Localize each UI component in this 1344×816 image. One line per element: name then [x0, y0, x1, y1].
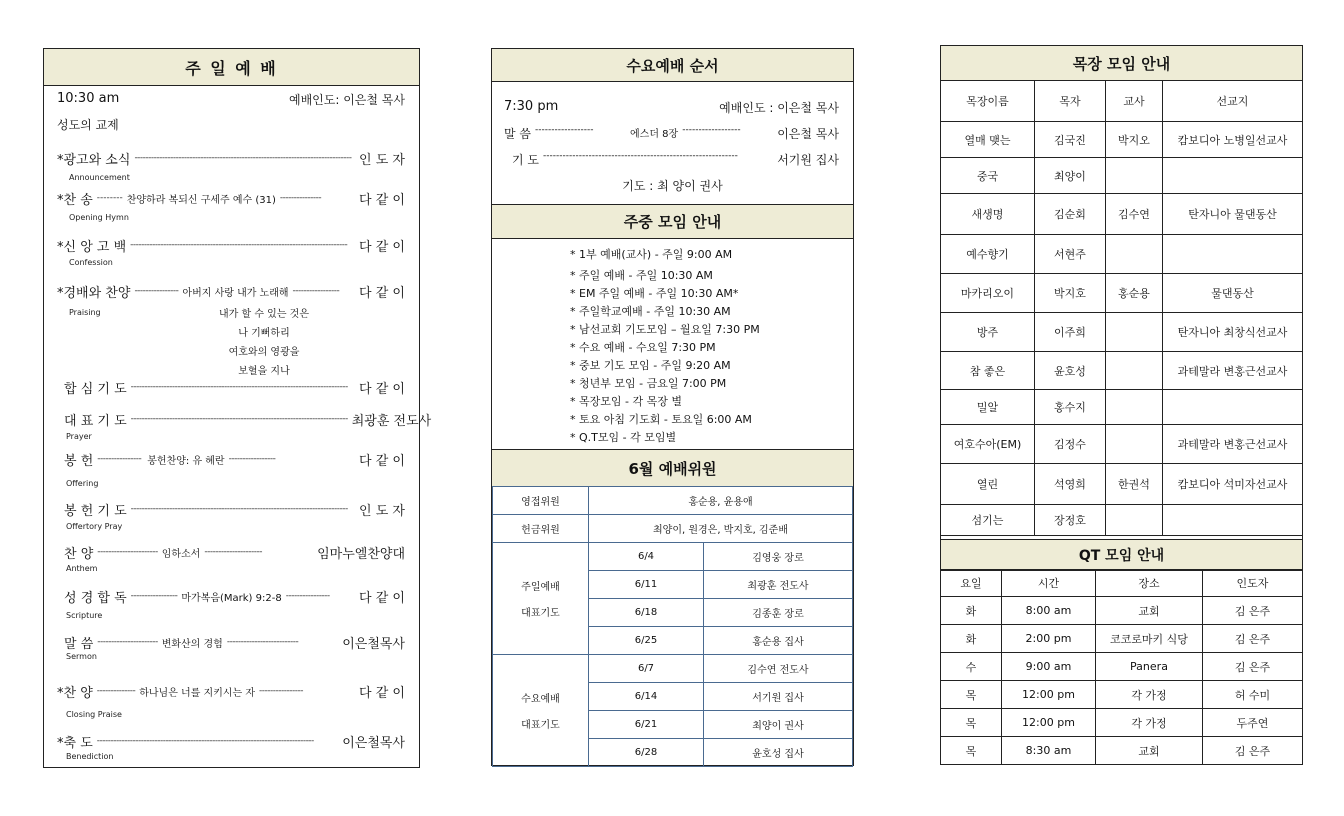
table-cell: 목	[941, 737, 1002, 765]
table-row	[941, 505, 1303, 536]
table-cell: 6/18	[589, 599, 704, 627]
mokjang-panel	[940, 45, 1303, 765]
lyric-line: 여호와의 영광을	[228, 347, 300, 358]
table-row	[941, 390, 1303, 425]
table-cell: 예수향기	[941, 235, 1035, 274]
table-row	[941, 653, 1303, 681]
table-cell: 김 은주	[1203, 597, 1303, 625]
table-cell: 캄보디아 석미자선교사	[1163, 464, 1303, 505]
table-row	[941, 625, 1303, 653]
june-title: 6월 예배위원	[492, 449, 853, 487]
table-cell	[1106, 425, 1163, 464]
table-cell: 장정호	[1035, 505, 1106, 536]
table-row	[941, 352, 1303, 390]
order-item-en: Confession	[69, 258, 113, 267]
sunday-worship-panel	[43, 48, 432, 768]
table-cell: 코코로마키 식당	[1096, 625, 1203, 653]
weekly-item: * Q.T모임 - 각 모임별	[570, 431, 677, 444]
table-row	[941, 681, 1303, 709]
lyric-line: 나 기뻐하리	[238, 328, 290, 339]
order-item: 봉 헌 기 도 ------------------------------------------------------------------------------- 인 도 자	[64, 503, 405, 519]
table-cell: 섬기는	[941, 505, 1035, 536]
table-cell: 홍순용, 윤용애	[589, 487, 853, 515]
order-item-en: Offertory Pray	[66, 522, 123, 531]
table-row	[941, 235, 1303, 274]
table-row	[941, 737, 1303, 765]
table-cell: 최양이, 원경은, 박지호, 김준배	[589, 515, 853, 543]
table-row	[941, 570, 1303, 597]
table-row	[941, 194, 1303, 235]
table-cell: 최양이	[1035, 158, 1106, 194]
table-cell: 12:00 pm	[1002, 681, 1096, 709]
table-cell: 물댄동산	[1163, 274, 1303, 313]
table-row	[493, 655, 853, 683]
order-item: *경배와 찬양 ---------------- 아버지 사랑 내가 노래해 ----------------- 다 같 이	[57, 285, 405, 301]
order-item: *축 도 ------------------------------------------------------------------------------- 이은철목사	[57, 735, 405, 751]
wednesday-order	[492, 82, 853, 205]
table-cell: 김국진	[1035, 122, 1106, 158]
mokjang-title: 목장 모임 안내	[941, 46, 1302, 81]
june-table	[492, 486, 853, 767]
table-cell	[1163, 158, 1303, 194]
table-cell: 과테말라 변홍근선교사	[1163, 352, 1303, 390]
table-cell	[1106, 390, 1163, 425]
table-cell: 탄자니아 물댄동산	[1163, 194, 1303, 235]
table-cell: 화	[941, 625, 1002, 653]
order-item-en: Opening Hymn	[69, 213, 129, 222]
table-cell	[1106, 505, 1163, 536]
table-row	[941, 81, 1303, 122]
table-cell: 두주연	[1203, 709, 1303, 737]
table-cell: 탄자니아 최창식선교사	[1163, 313, 1303, 352]
table-row	[941, 122, 1303, 158]
table-cell: 열린	[941, 464, 1035, 505]
table-cell: 2:00 pm	[1002, 625, 1096, 653]
table-cell: 6/7	[589, 655, 704, 683]
table-row	[941, 158, 1303, 194]
table-cell	[1163, 390, 1303, 425]
table-cell: 열매 맺는	[941, 122, 1035, 158]
table-cell: 6/28	[589, 739, 704, 767]
order-item-en: Sermon	[66, 652, 97, 661]
weekly-item: * 중보 기도 모임 - 주일 9:20 AM	[570, 359, 731, 372]
table-cell	[1163, 505, 1303, 536]
weekly-item: * 남선교회 기도모임 – 월요일 7:30 PM	[570, 323, 760, 336]
fellowship-label: 성도의 교제	[57, 118, 119, 132]
table-cell: 8:00 am	[1002, 597, 1096, 625]
order-item-en: Announcement	[69, 173, 130, 182]
sunday-prayer-label: 주일예배 대표기도	[493, 543, 589, 655]
table-row	[493, 515, 853, 543]
table-cell: 방주	[941, 313, 1035, 352]
table-cell	[1163, 235, 1303, 274]
table-cell	[1106, 158, 1163, 194]
table-cell: 각 가정	[1096, 681, 1203, 709]
table-cell: 수	[941, 653, 1002, 681]
table-cell: 마카리오이	[941, 274, 1035, 313]
weekly-title: 주중 모임 안내	[492, 205, 853, 239]
table-cell: 6/25	[589, 627, 704, 655]
table-row	[493, 487, 853, 515]
table-cell: 서현주	[1035, 235, 1106, 274]
table-row	[941, 313, 1303, 352]
wednesday-panel	[491, 48, 854, 766]
table-cell: 홍수지	[1035, 390, 1106, 425]
table-cell: 화	[941, 597, 1002, 625]
table-cell: 박지호	[1035, 274, 1106, 313]
weekly-item: * EM 주일 예배 - 주일 10:30 AM*	[570, 287, 739, 300]
table-cell: 석영희	[1035, 464, 1106, 505]
order-item-en: Anthem	[66, 564, 98, 573]
table-cell: 헌금위원	[493, 515, 589, 543]
wednesday-prayer2: 기도 : 최 양이 권사	[622, 179, 723, 193]
wednesday-sermon-row: 말 씀 ------------------ 에스더 8장 ------------------ 이은철 목사	[504, 125, 839, 141]
wednesday-leader: 예배인도 : 이은철 목사	[719, 101, 839, 115]
table-cell: 홍순용 집사	[704, 627, 853, 655]
wednesday-time: 7:30 pm	[504, 99, 559, 114]
table-cell: 6/11	[589, 571, 704, 599]
order-item: 말 씀 ---------------------- 변화산의 경험 -------------------------- 이은철목사	[64, 636, 405, 652]
wednesday-prayer-row: 기 도 ------------------------------------------------------------ 서기원 집사	[512, 151, 839, 167]
table-row	[941, 709, 1303, 737]
table-cell: 김 은주	[1203, 625, 1303, 653]
table-cell: 과테말라 변홍근선교사	[1163, 425, 1303, 464]
table-cell: 김영웅 장로	[704, 543, 853, 571]
table-cell	[1106, 235, 1163, 274]
table-cell: 이주희	[1035, 313, 1106, 352]
table-cell: 영접위원	[493, 487, 589, 515]
table-cell: Panera	[1096, 653, 1203, 681]
order-item: *찬 양 -------------- 하나님은 너를 지키시는 자 ---------------- 다 같 이	[57, 685, 405, 701]
table-cell: 6/4	[589, 543, 704, 571]
table-cell	[1106, 352, 1163, 390]
order-item: *신 앙 고 백 ------------------------------------------------------------------------------- 다 같 이	[57, 239, 405, 255]
table-cell: 한권석	[1106, 464, 1163, 505]
order-item: *찬 송 -------- 찬양하라 복되신 구세주 예수 (31) --------------- 다 같 이	[57, 192, 405, 208]
order-item-en: Benediction	[66, 752, 114, 761]
table-cell: 교회	[1096, 597, 1203, 625]
table-row	[941, 464, 1303, 505]
order-item: *광고와 소식 ------------------------------------------------------------------------------- 인 도 자	[57, 152, 405, 168]
order-item-en: Closing Praise	[66, 710, 122, 719]
table-cell: 선교지	[1163, 81, 1303, 122]
table-cell: 목	[941, 681, 1002, 709]
table-cell: 목자	[1035, 81, 1106, 122]
order-item-en: Praising	[69, 308, 101, 317]
weekly-item: * 수요 예배 - 수요일 7:30 PM	[570, 341, 716, 354]
order-item: 봉 헌 ---------------- 봉헌찬양: 유 혜란 ----------------- 다 같 이	[64, 453, 405, 469]
table-cell: 8:30 am	[1002, 737, 1096, 765]
table-cell: 9:00 am	[1002, 653, 1096, 681]
table-row	[941, 597, 1303, 625]
table-cell: 새생명	[941, 194, 1035, 235]
sunday-time: 10:30 am	[57, 91, 120, 106]
weekly-item: * 청년부 모임 - 금요일 7:00 PM	[570, 377, 727, 390]
order-item: 대 표 기 도 ------------------------------------------------------------------------------- 최광훈 전도사	[64, 413, 432, 429]
table-cell: 중국	[941, 158, 1035, 194]
table-cell: 참 좋은	[941, 352, 1035, 390]
table-cell: 장소	[1096, 570, 1203, 597]
table-cell: 각 가정	[1096, 709, 1203, 737]
order-item-en: Prayer	[66, 432, 92, 441]
table-cell: 시간	[1002, 570, 1096, 597]
table-cell: 허 수미	[1203, 681, 1303, 709]
weekly-item: * 주일 예배 - 주일 10:30 AM	[570, 269, 713, 282]
table-cell: 서기원 집사	[704, 683, 853, 711]
table-cell: 최양이 권사	[704, 711, 853, 739]
table-cell: 6/21	[589, 711, 704, 739]
table-cell: 김정수	[1035, 425, 1106, 464]
table-cell: 밀알	[941, 390, 1035, 425]
wed-prayer-label: 수요예배 대표기도	[493, 655, 589, 767]
table-row	[941, 425, 1303, 464]
table-cell: 최광훈 전도사	[704, 571, 853, 599]
order-item: 찬 양 ---------------------- 임하소서 --------------------- 임마누엘찬양대	[64, 546, 405, 562]
table-cell: 여호수아(EM)	[941, 425, 1035, 464]
table-cell: 교회	[1096, 737, 1203, 765]
table-cell: 김수연 전도사	[704, 655, 853, 683]
table-cell: 목	[941, 709, 1002, 737]
table-cell: 12:00 pm	[1002, 709, 1096, 737]
weekly-item: * 목장모임 - 각 목장 별	[570, 395, 682, 408]
sunday-worship-title: 주 일 예 배	[44, 49, 419, 86]
weekly-item: * 토요 아침 기도회 - 토요일 6:00 AM	[570, 413, 752, 426]
table-cell: 인도자	[1203, 570, 1303, 597]
table-cell: 6/14	[589, 683, 704, 711]
mokjang-table	[940, 80, 1303, 536]
table-cell: 홍순용	[1106, 274, 1163, 313]
lyric-line: 내가 할 수 있는 것은	[219, 309, 309, 320]
order-item: 합 심 기 도 ------------------------------------------------------------------------------- 다 같 이	[64, 381, 405, 397]
table-row	[493, 543, 853, 571]
order-item: 성 경 합 독 ----------------- 마가복음(Mark) 9:2-8 ---------------- 다 같 이	[64, 590, 405, 606]
qt-title: QT 모임 안내	[941, 539, 1302, 571]
order-item-en: Scripture	[66, 611, 103, 620]
table-row	[941, 274, 1303, 313]
table-cell: 김종훈 장로	[704, 599, 853, 627]
table-cell: 김 은주	[1203, 737, 1303, 765]
table-cell: 김순회	[1035, 194, 1106, 235]
qt-table	[940, 569, 1303, 765]
wednesday-title: 수요예배 순서	[492, 49, 853, 82]
table-cell: 박지오	[1106, 122, 1163, 158]
table-cell: 요일	[941, 570, 1002, 597]
table-cell: 김 은주	[1203, 653, 1303, 681]
sunday-leader: 예배인도: 이은철 목사	[288, 93, 405, 107]
weekly-item: * 주일학교예배 - 주일 10:30 AM	[570, 305, 731, 318]
table-cell	[1106, 313, 1163, 352]
table-cell: 교사	[1106, 81, 1163, 122]
weekly-item: * 1부 예배(교사) - 주일 9:00 AM	[570, 248, 733, 261]
table-cell: 캄보디아 노병일선교사	[1163, 122, 1303, 158]
table-cell: 김수연	[1106, 194, 1163, 235]
order-item-en: Offering	[66, 479, 99, 488]
lyric-line: 보혈을 지나	[238, 366, 290, 377]
table-cell: 윤호성	[1035, 352, 1106, 390]
table-cell: 윤호성 집사	[704, 739, 853, 767]
table-cell: 목장이름	[941, 81, 1035, 122]
